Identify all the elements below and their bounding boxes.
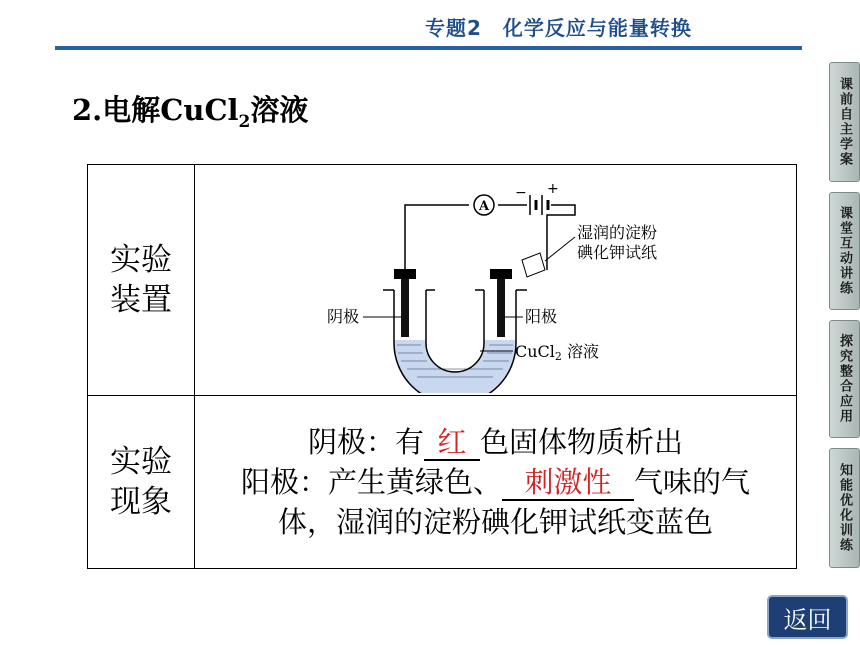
tab-explore[interactable] <box>829 320 860 438</box>
apparatus-diagram-cell <box>195 165 797 396</box>
tab-pre-class-label: 课前自主学案 <box>837 77 852 167</box>
electrolysis-diagram <box>195 165 799 393</box>
answer-irritant: 刺激性 <box>502 465 634 501</box>
header-rule <box>55 46 802 50</box>
plus-terminal: + <box>547 181 559 197</box>
phenomena-label-line2: 现象 <box>110 484 172 520</box>
solution-label: CuCl2 溶液 <box>515 342 599 363</box>
tab-in-class[interactable] <box>829 192 860 310</box>
paper-label-line1: 湿润的淀粉 <box>577 223 658 242</box>
tab-pre-class[interactable] <box>829 62 860 182</box>
section-title <box>72 88 308 132</box>
phenomena-label <box>88 396 195 569</box>
paper-label-line2: 碘化钾试纸 <box>577 243 658 262</box>
back-button[interactable]: 返回 <box>767 595 848 639</box>
tab-explore-label: 探究整合应用 <box>837 334 852 424</box>
experiment-table <box>87 164 797 569</box>
cathode-observation: 阴极：有 红 色固体物质析出 <box>307 425 684 459</box>
answer-red: 红 <box>424 425 480 461</box>
wire-left <box>405 205 469 270</box>
battery-icon <box>530 195 548 215</box>
anode-label: 阳极 <box>525 307 558 326</box>
apparatus-label-line2: 装置 <box>110 282 172 318</box>
anode-observation: 阳极：产生黄绿色、 刺激性 气味的气 <box>240 465 751 499</box>
test-paper-icon <box>522 253 545 277</box>
table-row-phenomena <box>88 396 797 569</box>
minus-terminal: − <box>515 185 527 201</box>
tab-practice-label: 知能优化训练 <box>837 463 852 553</box>
cathode-label: 阴极 <box>327 307 360 326</box>
phenomena-label-line1: 实验 <box>110 444 172 480</box>
section-title-text: 电解CuCl <box>102 93 239 127</box>
anode-observation-cont: 体，湿润的淀粉碘化钾试纸变蓝色 <box>277 505 713 539</box>
phenomena-text <box>195 396 797 569</box>
section-title-suffix: 溶液 <box>250 93 309 127</box>
tab-in-class-label: 课堂互动讲练 <box>837 206 852 296</box>
ammeter-symbol: A <box>478 199 490 214</box>
apparatus-label <box>88 165 195 396</box>
apparatus-label-line1: 实验 <box>110 242 172 278</box>
header-title: 专题2 化学反应与能量转换 <box>425 16 692 40</box>
solution-fill <box>394 340 516 393</box>
tab-practice[interactable] <box>829 448 860 568</box>
wire-right <box>547 205 575 270</box>
section-title-subscript: 2 <box>238 111 251 132</box>
anode-rod <box>497 279 505 337</box>
cathode-rod <box>401 279 409 337</box>
table-row-apparatus <box>88 165 797 396</box>
section-number: 2. <box>72 93 103 127</box>
